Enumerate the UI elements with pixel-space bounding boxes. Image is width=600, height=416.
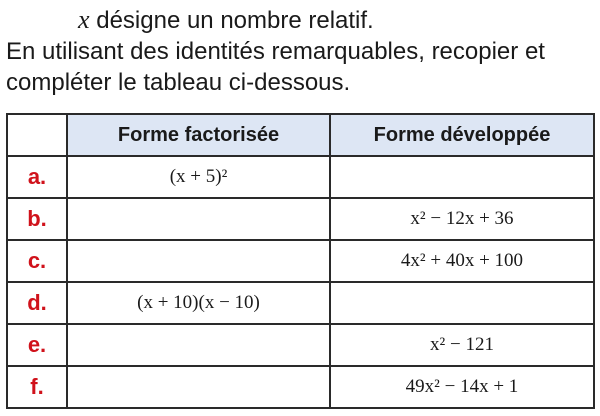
table-row [7, 324, 594, 366]
variable-x: x [78, 5, 90, 34]
developed-cell: 49x² − 14x + 1 [330, 366, 594, 408]
statement-line-3: compléter le tableau ci-dessous. [6, 69, 351, 96]
header-developed: Forme développée [330, 114, 594, 156]
exercise-statement [6, 4, 596, 98]
factorised-cell [67, 240, 330, 282]
factorised-cell [67, 366, 330, 408]
row-label: e. [7, 324, 67, 366]
developed-cell [330, 156, 594, 198]
table-header-row [7, 114, 594, 156]
factorised-cell [67, 198, 330, 240]
statement-line-1-text: désigne un nombre relatif. [89, 7, 374, 34]
row-label: a. [7, 156, 67, 198]
table-row [7, 240, 594, 282]
row-label: f. [7, 366, 67, 408]
identities-table [6, 113, 595, 409]
header-factorised: Forme factorisée [67, 114, 330, 156]
row-label: c. [7, 240, 67, 282]
factorised-cell [67, 324, 330, 366]
factorised-cell: (x + 10)(x − 10) [67, 282, 330, 324]
developed-cell [330, 282, 594, 324]
developed-cell: x² − 12x + 36 [330, 198, 594, 240]
statement-line-1 [6, 4, 596, 36]
table-row [7, 156, 594, 198]
developed-cell: x² − 121 [330, 324, 594, 366]
statement-line-2: En utilisant des identités remarquables, recopier et [6, 38, 545, 65]
factorised-cell: (x + 5)² [67, 156, 330, 198]
table-row [7, 282, 594, 324]
row-label: d. [7, 282, 67, 324]
developed-cell: 4x² + 40x + 100 [330, 240, 594, 282]
table-corner [7, 114, 67, 156]
table-row [7, 366, 594, 408]
row-label: b. [7, 198, 67, 240]
table-row [7, 198, 594, 240]
